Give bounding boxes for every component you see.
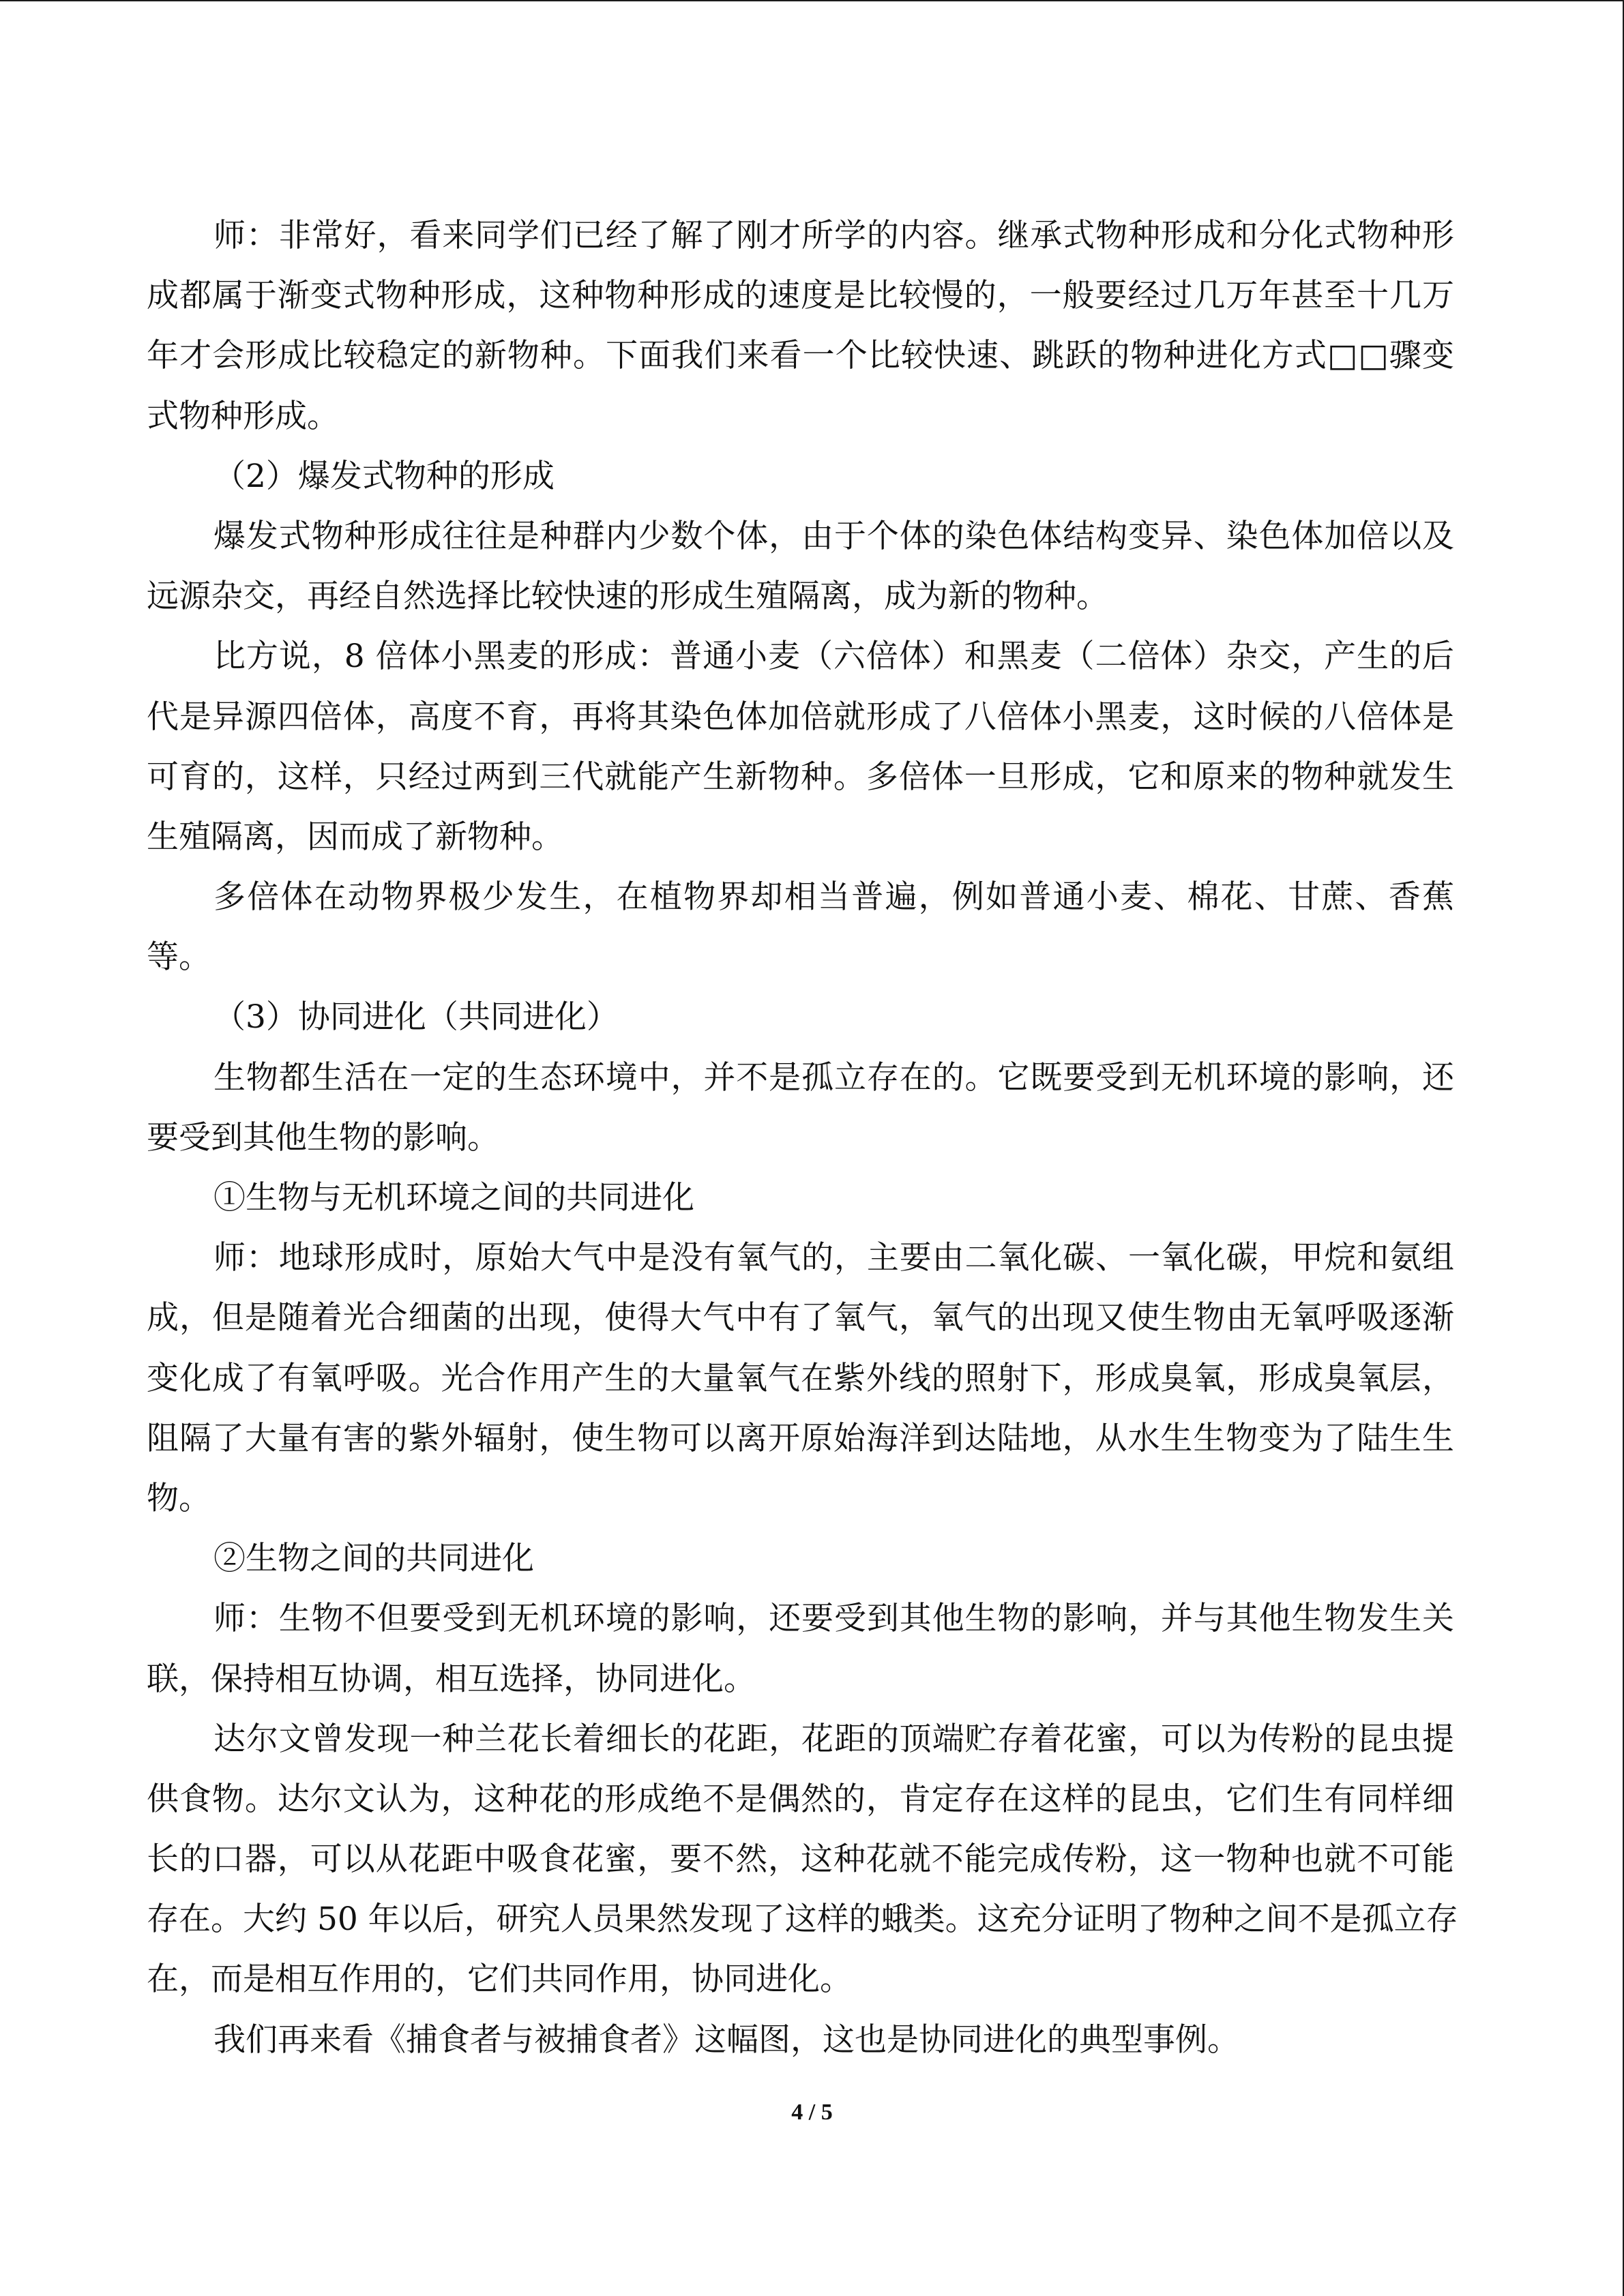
paragraph: [147, 1168, 1454, 1228]
text-line: 达尔文曾发现一种兰花长着细长的花距，花距的顶端贮存着花蜜，可以为传粉的昆虫提: [213, 1720, 1454, 1758]
text-line: 代是异源四倍体，高度不育，再将其染色体加倍就形成了八倍体小黑麦，这时候的八倍体是: [147, 698, 1454, 736]
paragraph: [147, 1710, 1458, 2010]
text-line: 远源杂交，再经自然选择比较快速的形成生殖隔离，成为新的物种。: [147, 578, 1108, 616]
text-line: 生殖隔离，因而成了新物种。: [147, 818, 563, 856]
text-line: 联，保持相互协调，相互选择，协同进化。: [147, 1660, 756, 1698]
paragraph: [147, 867, 1454, 987]
paragraph: [147, 1589, 1454, 1709]
paragraph: [147, 1228, 1454, 1529]
text-line: 多倍体在动物界极少发生，在植物界却相当普遍，例如普通小麦、棉花、甘蔗、香蕉: [213, 878, 1454, 916]
paragraph: [147, 206, 1454, 447]
text-line: 式物种形成。: [147, 397, 339, 435]
text-line: 成都属于渐变式物种形成，这种物种形成的速度是比较慢的，一般要经过几万年甚至十几万: [147, 277, 1454, 315]
paragraph: [147, 987, 1454, 1047]
text-line: 可育的，这样，只经过两到三代就能产生新物种。多倍体一旦形成，它和原来的物种就发生: [147, 758, 1454, 796]
text-line: 爆发式物种形成往往是种群内少数个体，由于个体的染色体结构变异、染色体加倍以及: [213, 517, 1454, 555]
text-line: 生物都生活在一定的生态环境中，并不是孤立存在的。它既要受到无机环境的影响，还: [213, 1058, 1454, 1097]
paragraph: [147, 627, 1454, 867]
text-line: 供食物。达尔文认为，这种花的形成绝不是偶然的，肯定存在这样的昆虫，它们生有同样细: [147, 1780, 1454, 1818]
text-line: 变化成了有氧呼吸。光合作用产生的大量氧气在紫外线的照射下，形成臭氧，形成臭氧层，: [147, 1359, 1454, 1397]
text-line: 物。: [147, 1479, 211, 1517]
text-line: 师：非常好，看来同学们已经了解了刚才所学的内容。继承式物种形成和分化式物种形: [213, 217, 1454, 254]
paragraph: [147, 1048, 1454, 1168]
text-line: 存在。大约 50 年以后，研究人员果然发现了这样的蛾类。这充分证明了物种之间不是孤立存: [147, 1900, 1458, 1939]
paragraph: [147, 447, 1454, 507]
text-line: 比方说，8 倍体小黑麦的形成：普通小麦（六倍体）和黑麦（二倍体）杂交，产生的后: [213, 638, 1454, 676]
text-line: 我们再来看《捕食者与被捕食者》这幅图，这也是协同进化的典型事例。: [213, 2021, 1239, 2059]
paragraph: [147, 1529, 1454, 1589]
text-line: 在，而是相互作用的，它们共同作用，协同进化。: [147, 1960, 852, 1999]
text-line: 阻隔了大量有害的紫外辐射，使生物可以离开原始海洋到达陆地，从水生生物变为了陆生生: [147, 1419, 1454, 1457]
text-line: ①生物与无机环境之间的共同进化: [213, 1179, 694, 1217]
text-line: 师：地球形成时，原始大气中是没有氧气的，主要由二氧化碳、一氧化碳，甲烷和氨组: [213, 1239, 1454, 1277]
text-line: 要受到其他生物的影响。: [147, 1118, 499, 1157]
document-body: [147, 206, 1458, 2070]
text-line: （3）协同进化（共同进化）: [213, 998, 619, 1037]
text-line: （2）爆发式物种的形成: [213, 457, 555, 495]
text-line: 长的口器，可以从花距中吸食花蜜，要不然，这种花就不能完成传粉，这一物种也就不可能: [147, 1840, 1454, 1879]
text-line: 年才会形成比较稳定的新物种。下面我们来看一个比较快速、跳跃的物种进化方式□□骤变: [147, 337, 1454, 375]
text-line: 师：生物不但要受到无机环境的影响，还要受到其他生物的影响，并与其他生物发生关: [213, 1600, 1454, 1638]
paragraph: [147, 507, 1454, 627]
text-line: 等。: [147, 938, 211, 976]
text-line: ②生物之间的共同进化: [213, 1540, 534, 1578]
page-number: 4 / 5: [791, 2100, 833, 2125]
paragraph: [147, 2010, 1454, 2070]
text-line: 成，但是随着光合细菌的出现，使得大气中有了氧气，氧气的出现又使生物由无氧呼吸逐渐: [147, 1299, 1454, 1337]
